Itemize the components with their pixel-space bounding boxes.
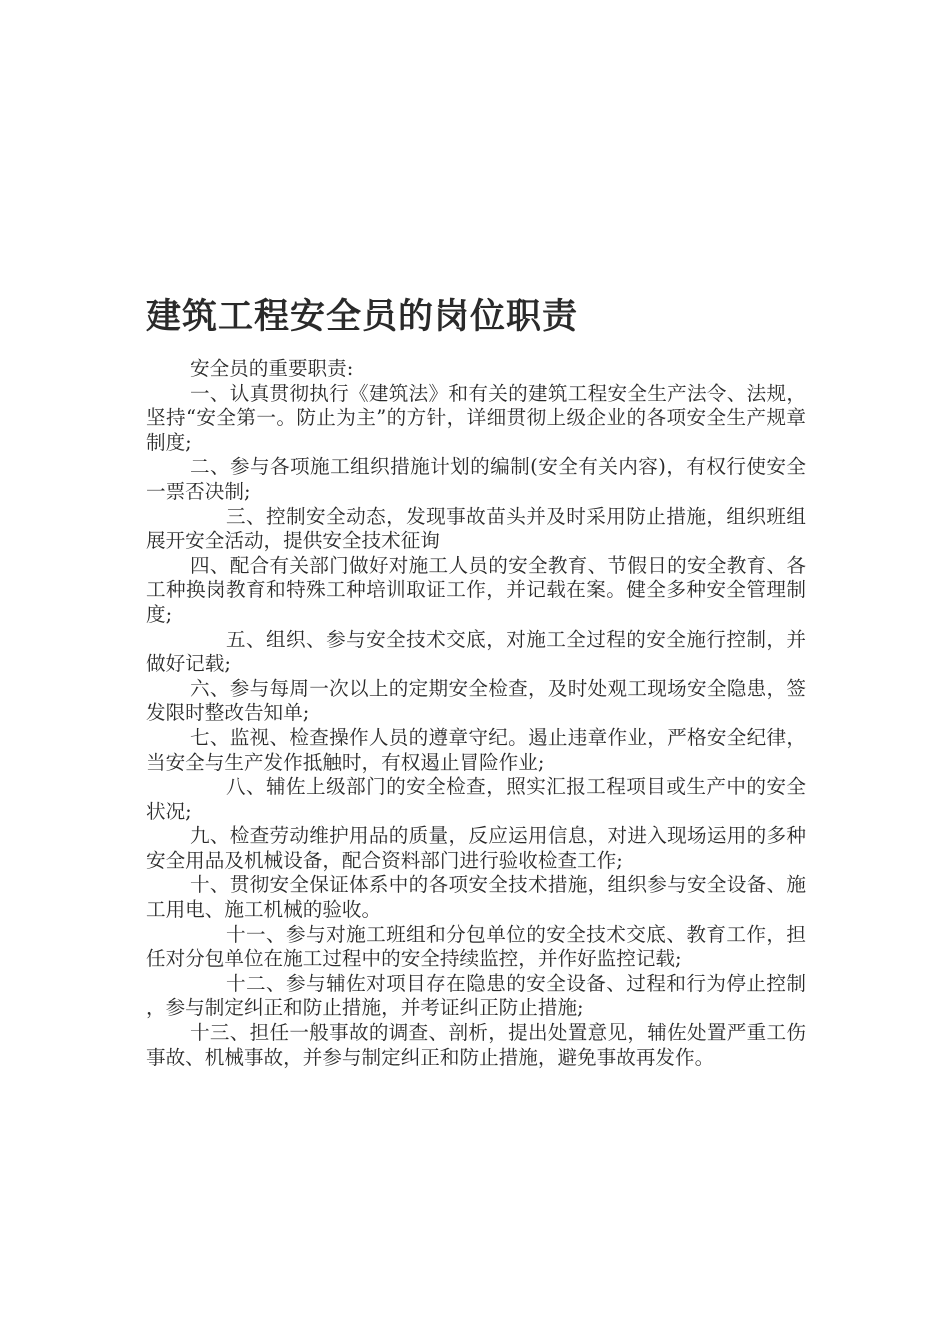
duty-paragraph-8: 八、辅佐上级部门的安全检查，照实汇报工程项目或生产中的安全状况; — [146, 775, 806, 823]
duty-paragraph-11: 十一、参与对施工班组和分包单位的安全技术交底、教育工作，担任对分包单位在施工过程中的安全持续监控，并作好监控记载; — [146, 922, 806, 971]
duty-paragraph-13: 十三、担任一般事故的调查、剖析，提出处置意见，辅佐处置严重工伤事故、机械事故，并参与制定纠正和防止措施，避免事故再发作。 — [146, 1021, 806, 1069]
duty-paragraph-6: 六、参与每周一次以上的定期安全检查，及时处观工现场安全隐患，签发限时整改告知单; — [146, 676, 806, 725]
duty-paragraph-2: 二、参与各项施工组织措施计划的编制(安全有关内容)，有权行使安全一票否决制; — [146, 455, 806, 503]
document-title: 建筑工程安全员的岗位职责 — [146, 297, 579, 337]
intro-paragraph: 安全员的重要职责: — [190, 357, 354, 380]
duty-paragraph-5: 五、组织、参与安全技术交底，对施工全过程的安全施行控制，并做好记载; — [146, 627, 806, 676]
duty-paragraph-3: 三、控制安全动态，发现事故苗头并及时采用防止措施，组织班组展开安全活动，提供安全技术征询 — [146, 504, 806, 553]
document-body — [146, 357, 806, 1070]
duty-paragraph-7: 七、监视、检查操作人员的遵章守纪。遏止违章作业，严格安全纪律，当安全与生产发作抵触时，有权遏止冒险作业; — [146, 725, 806, 774]
duty-paragraph-12: 十二、参与辅佐对项目存在隐患的安全设备、过程和行为停止控制，参与制定纠正和防止措施，并考证纠正防止措施; — [146, 971, 806, 1020]
duty-paragraph-10: 十、贯彻安全保证体系中的各项安全技术措施，组织参与安全设备、施工用电、施工机械的验收。 — [146, 873, 806, 922]
duty-paragraph-4: 四、配合有关部门做好对施工人员的安全教育、节假日的安全教育、各工种换岗教育和特殊工种培训取证工作，并记载在案。健全多种安全管理制度; — [146, 553, 806, 626]
duty-paragraph-9: 九、检查劳动维护用品的质量，反应运用信息，对进入现场运用的多种安全用品及机械设备，配合资料部门进行验收检查工作; — [146, 824, 806, 872]
duty-paragraph-1: 一、认真贯彻执行《建筑法》和有关的建筑工程安全生产法令、法规，坚持“安全第一。防止为主”的方针，详细贯彻上级企业的各项安全生产规章制度; — [146, 381, 806, 454]
